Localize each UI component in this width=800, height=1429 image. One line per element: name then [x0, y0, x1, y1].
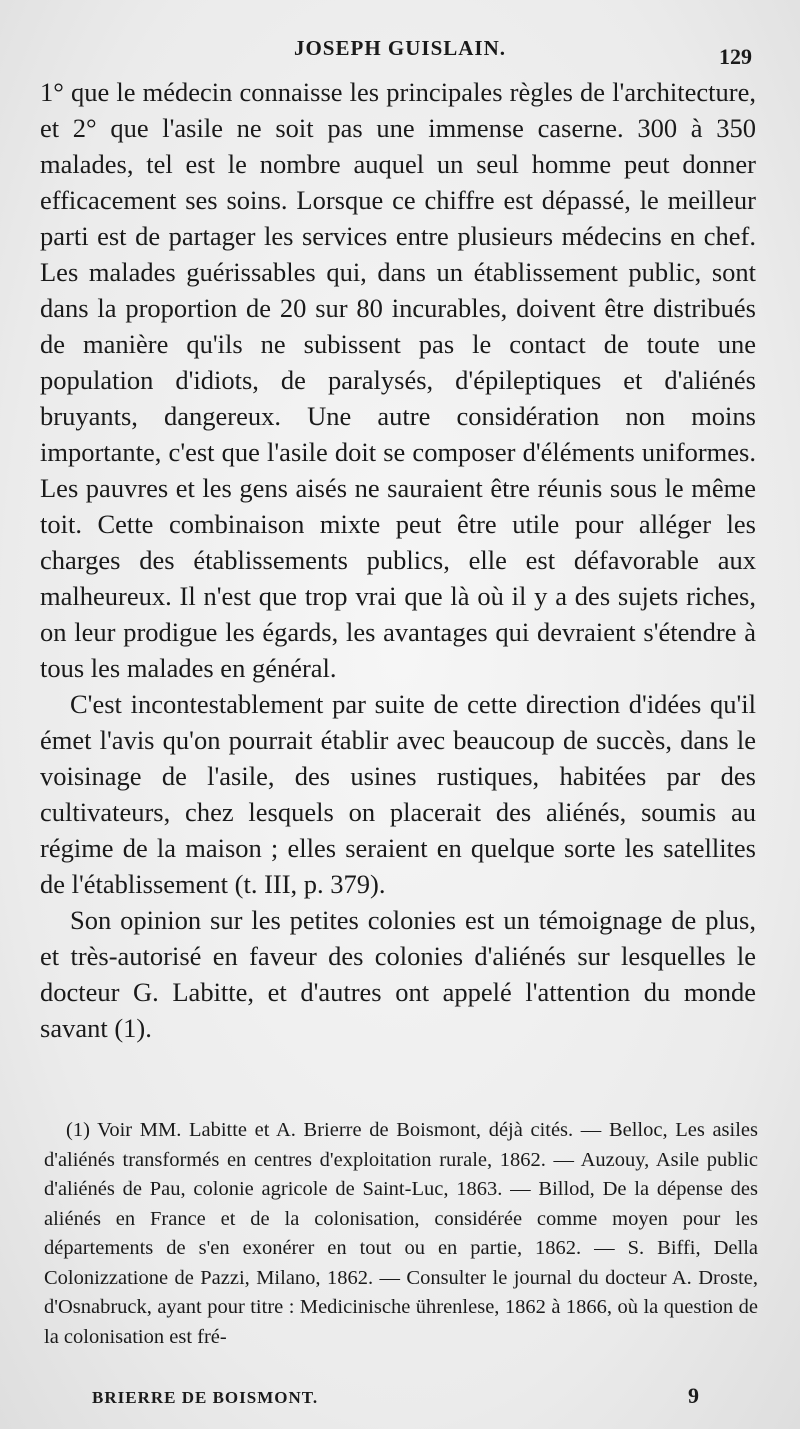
paragraph: C'est incontestablement par suite de cette direction d'idées qu'il émet l'avis qu'on pourrait établir avec beaucoup de succès, dans le voisinage de l'asile, des usines rustiques, habitées par des cultivateurs, chez lesquels on placerait des aliénés, soumis au régime de la maison ; elles seraient en quelque sorte les satellites de l'établissement (t. III, p. 379). — [40, 689, 756, 899]
sheet-number: 9 — [688, 1383, 699, 1408]
body-text — [40, 74, 756, 1046]
signature-mark: BRIERRE DE BOISMONT. — [92, 1388, 319, 1407]
footnotes — [44, 1116, 758, 1352]
paragraph: 1° que le médecin connaisse les principales règles de l'architecture, et 2° que l'asile ne soit pas une immense caserne. 300 à 350 malades, tel est le nombre auquel un seul homme peut donner efficacement ses soins. Lorsque ce chiffre est dépassé, le meilleur parti est de partager les services entre plusieurs médecins en chef. Les malades guérissables qui, dans un établissement public, sont dans la proportion de 20 sur 80 incurables, doivent être distribués de manière qu'ils ne subissent pas le contact de toute une population d'idiots, de paralysés, d'épileptiques et d'aliénés bruyants, dangereux. Une autre considération non moins importante, c'est que l'asile doit se composer d'éléments uniformes. Les pauvres et les gens aisés ne sauraient être réunis sous le même toit. Cette combinaison mixte peut être utile pour alléger les charges des établissements publics, elle est défavorable aux malheureux. Il n'est que trop vrai que là où il y a des sujets riches, on leur prodigue les égards, les avantages qui devraient s'étendre à tous les malades en général. — [40, 77, 756, 683]
running-head — [0, 34, 800, 69]
footnote: (1) Voir MM. Labitte et A. Brierre de Boismont, déjà cités. — Belloc, Les asiles d'aliénés transformés en centres d'exploitation rurale, 1862. — Auzouy, Asile public d'aliénés de Pau, colonie agricole de Saint-Luc, 1863. — Billod, De la dépense des aliénés en France et de la colonisation, considérée comme moyen pour les départements de s'en exonérer en tout ou en partie, 1862. — S. Biffi, Della Colonizzatione de Pazzi, Milano, 1862. — Consulter le journal du docteur A. Droste, d'Osnabruck, ayant pour titre : Medicinische ührenlese, 1862 à 1866, où la question de la colonisation est fré- — [44, 1119, 758, 1348]
page-number: 129 — [719, 44, 752, 69]
running-title: JOSEPH GUISLAIN. — [293, 36, 507, 60]
paragraph: Son opinion sur les petites colonies est un témoignage de plus, et très-autorisé en faveur des colonies d'aliénés sur lesquelles le docteur G. Labitte, et d'autres ont appelé l'attention du monde savant (1). — [40, 905, 756, 1043]
